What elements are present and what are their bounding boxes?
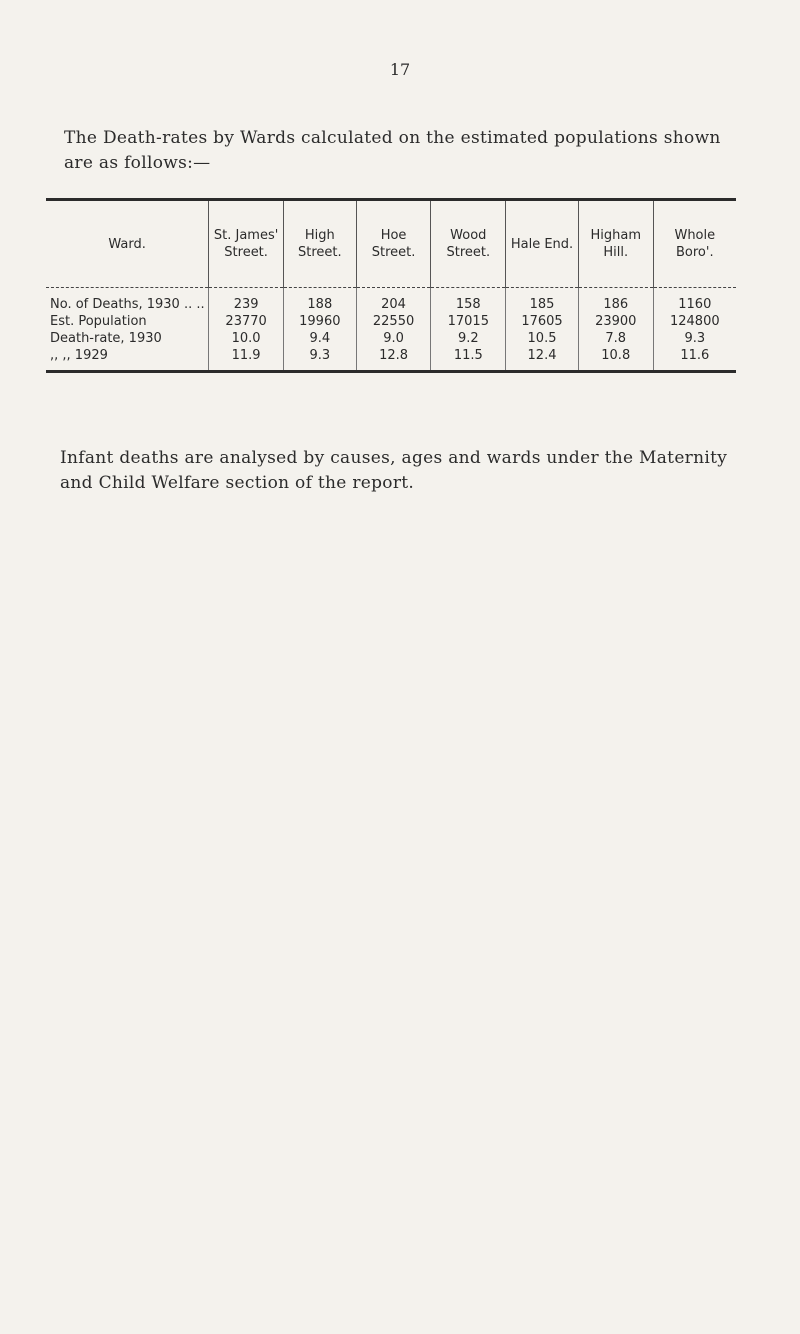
- table-cell: 9.2: [431, 330, 506, 347]
- table-cell: 12.4: [506, 347, 579, 370]
- table-cell: 204: [356, 288, 431, 314]
- table-cell: 17015: [431, 313, 506, 330]
- table-cell: 124800: [653, 313, 736, 330]
- row-label: Death-rate, 1930: [50, 331, 162, 346]
- column-header: Whole Boro'.: [653, 201, 736, 288]
- table-cell: 9.0: [356, 330, 431, 347]
- table-cell: 9.4: [283, 330, 356, 347]
- table-cell: 1160: [653, 288, 736, 314]
- column-header: Higham Hill.: [578, 201, 653, 288]
- table-cell: 23900: [578, 313, 653, 330]
- column-header: Hoe Street.: [356, 201, 431, 288]
- table-cell: 188: [283, 288, 356, 314]
- row-label: Est. Population: [50, 314, 147, 329]
- table-cell: 186: [578, 288, 653, 314]
- table-cell: 10.5: [506, 330, 579, 347]
- table-cell: 19960: [283, 313, 356, 330]
- table-cell: 10.8: [578, 347, 653, 370]
- table-cell: 158: [431, 288, 506, 314]
- table-cell: 9.3: [283, 347, 356, 370]
- table-row: [46, 288, 736, 314]
- table-cell: 9.3: [653, 330, 736, 347]
- death-rates-table: [46, 201, 736, 370]
- table-cell: 11.6: [653, 347, 736, 370]
- page-number: 17: [389, 60, 411, 79]
- death-rates-table-section: [46, 198, 736, 373]
- table-cell: 11.5: [431, 347, 506, 370]
- column-header: Hale End.: [506, 201, 579, 288]
- note-paragraph: Infant deaths are analysed by causes, ages and wards under the Maternity and Child Welfare section of the report.: [60, 448, 728, 493]
- table-cell: 11.9: [209, 347, 284, 370]
- table-cell: 185: [506, 288, 579, 314]
- table-bottom-rule: [46, 370, 736, 373]
- row-label: No. of Deaths, 1930 .. ..: [50, 297, 205, 312]
- intro-paragraph: The Death-rates by Wards calculated on the estimated populations shown are as follows:—: [64, 128, 721, 173]
- table-row: [46, 313, 736, 330]
- table-row: [46, 330, 736, 347]
- table-body: [46, 288, 736, 371]
- table-cell: 10.0: [209, 330, 284, 347]
- row-label: ,, ,, 1929: [50, 348, 108, 363]
- table-cell: 17605: [506, 313, 579, 330]
- column-header: Ward.: [46, 201, 209, 288]
- table-cell: 23770: [209, 313, 284, 330]
- column-header: High Street.: [283, 201, 356, 288]
- column-header: St. James' Street.: [209, 201, 284, 288]
- column-header: Wood Street.: [431, 201, 506, 288]
- table-row: [46, 347, 736, 370]
- table-cell: 12.8: [356, 347, 431, 370]
- table-cell: 7.8: [578, 330, 653, 347]
- table-cell: 22550: [356, 313, 431, 330]
- table-cell: 239: [209, 288, 284, 314]
- table-header-row: [46, 201, 736, 288]
